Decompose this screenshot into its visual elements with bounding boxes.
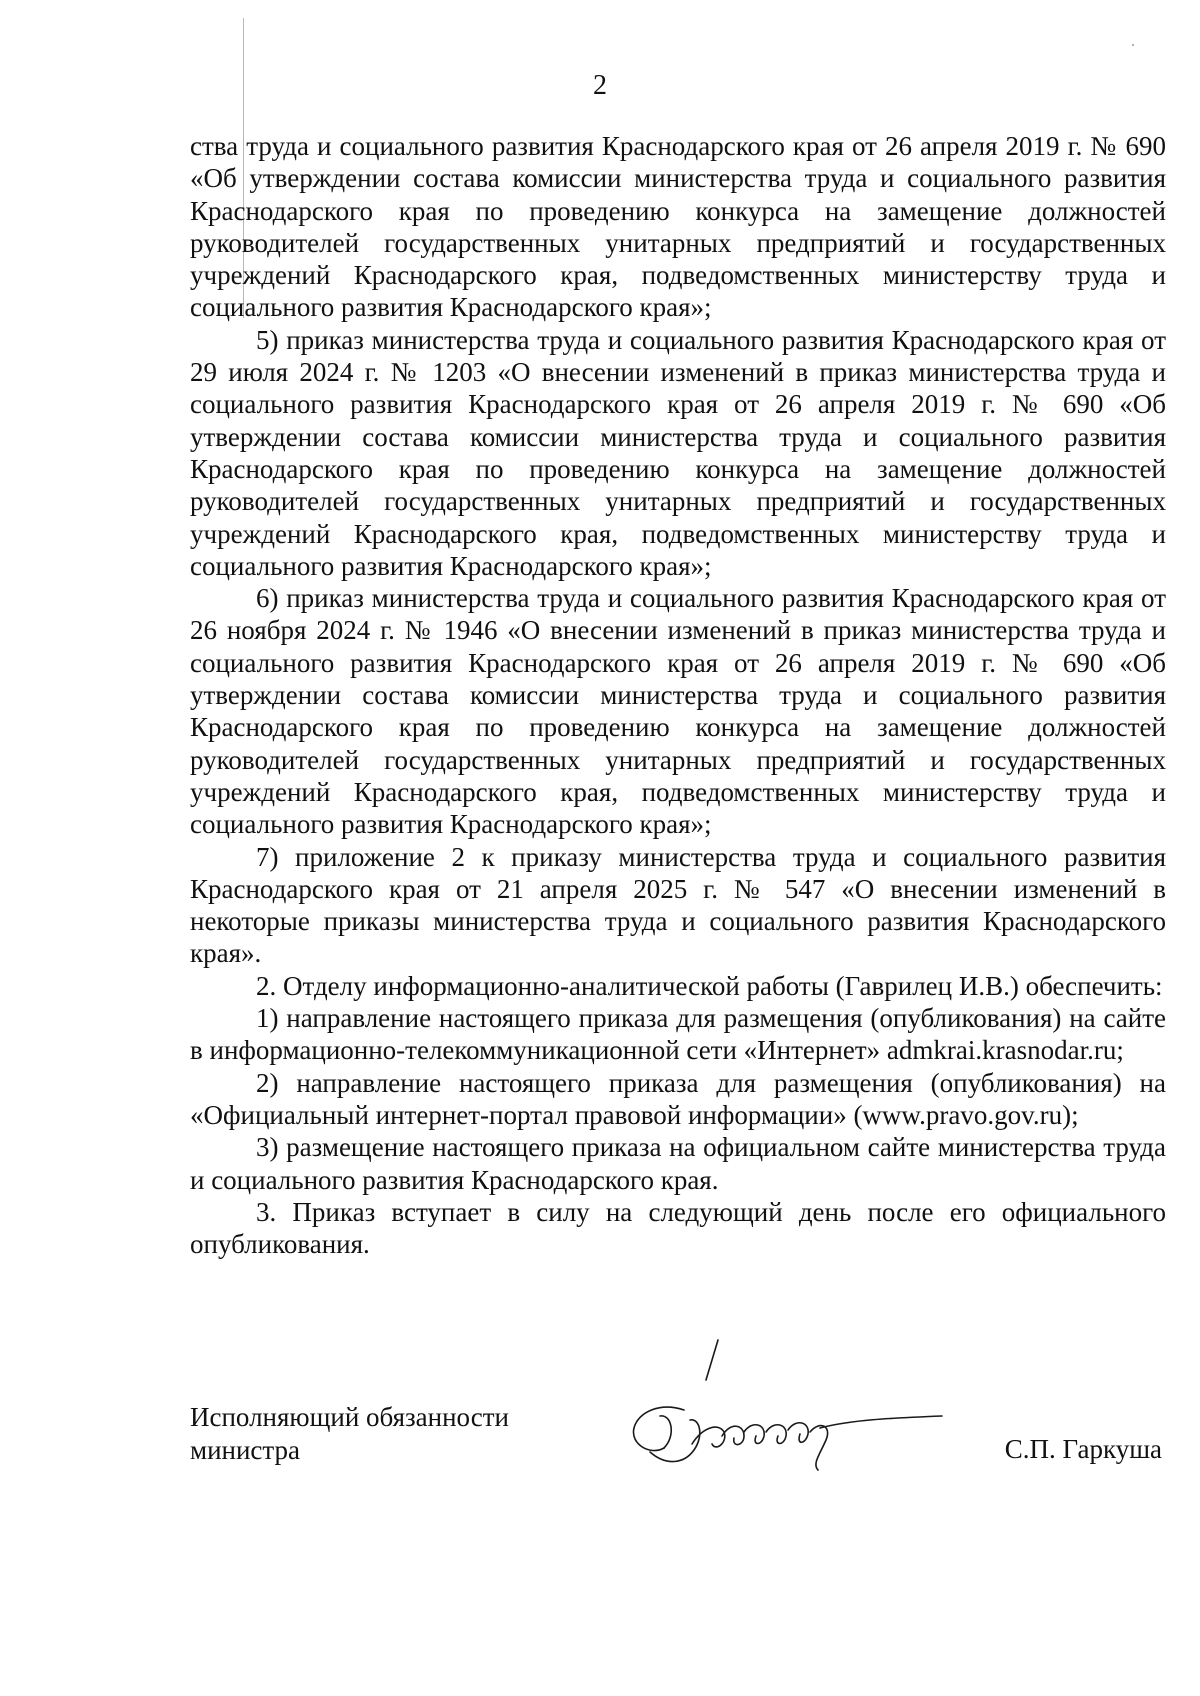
signatory-position-line-1: Исполняющий обязанности — [190, 1402, 509, 1432]
signatory-position — [190, 1401, 509, 1467]
signatory-position-line-2: министра — [190, 1435, 301, 1465]
paragraph-item-5: 5) приказ министерства труда и социального развития Краснодарского края от 29 июля 2024 г. № 1203 «О внесении изменений в приказ министерства труда и социального развития Краснодарского края от 26 апреля 2019 г. № 690 «Об утверждении состава комиссии министерства труда и социального развития Краснодарского края по проведению конкурса на замещение должностей руководителей государственных унитарных предприятий и государственных учреждений Краснодарского края, подведомственных министерству труда и социального развития Краснодарского края»; — [190, 324, 1166, 581]
paragraph-point-2-sub-3: 3) размещение настоящего приказа на официальном сайте министерства труда и социального развития Краснодарского края. — [190, 1132, 1166, 1195]
paragraph-point-3: 3. Приказ вступает в силу на следующий день после его официального опубликования. — [190, 1196, 1166, 1260]
paragraph-point-2-sub-1: 1) направление настоящего приказа для размещения (опубликования) на сайте в информационно-телекоммуникационной сети «Интернет» admkrai.krasnodar.ru; — [190, 1003, 1166, 1066]
paragraph-continuation: ства труда и социального развития Краснодарского края от 26 апреля 2019 г. № 690 «Об утверждении состава комиссии министерства труда и социального развития Краснодарского края по проведению конкурса на замещение должностей руководителей государственных унитарных предприятий и государственных учреждений Краснодарского края, подведомственных министерству труда и социального развития Краснодарского края»; — [190, 131, 1166, 323]
paragraph-point-2: 2. Отделу информационно-аналитической работы (Гаврилец И.В.) обеспечить: — [256, 970, 1163, 1001]
document-body — [190, 130, 1166, 1260]
page-number: 2 — [593, 70, 607, 101]
paragraph-point-2-sub-2: 2) направление настоящего приказа для размещения (опубликования) на «Официальный интернет-портал правовой информации» (www.pravo.gov.ru); — [190, 1067, 1166, 1130]
signatory-name: С.П. Гаркуша — [1004, 1434, 1162, 1464]
scan-artifact-speck — [1132, 44, 1134, 46]
paragraph-item-6: 6) приказ министерства труда и социального развития Краснодарского края от 26 ноября 2024 г. № 1946 «О внесении изменений в приказ министерства труда и социального развития Краснодарского края от 26 апреля 2019 г. № 690 «Об утверждении состава комиссии министерства труда и социального развития Краснодарского края по проведению конкурса на замещение должностей руководителей государственных унитарных предприятий и государственных учреждений Краснодарского края, подведомственных министерству труда и социального развития Краснодарского края»; — [190, 583, 1166, 840]
paragraph-item-7: 7) приложение 2 к приказу министерства труда и социального развития Краснодарского края от 21 апреля 2025 г. № 547 «О внесении изменений в некоторые приказы министерства труда и социального развития Краснодарского края». — [190, 841, 1166, 969]
handwritten-signature — [620, 1332, 960, 1482]
